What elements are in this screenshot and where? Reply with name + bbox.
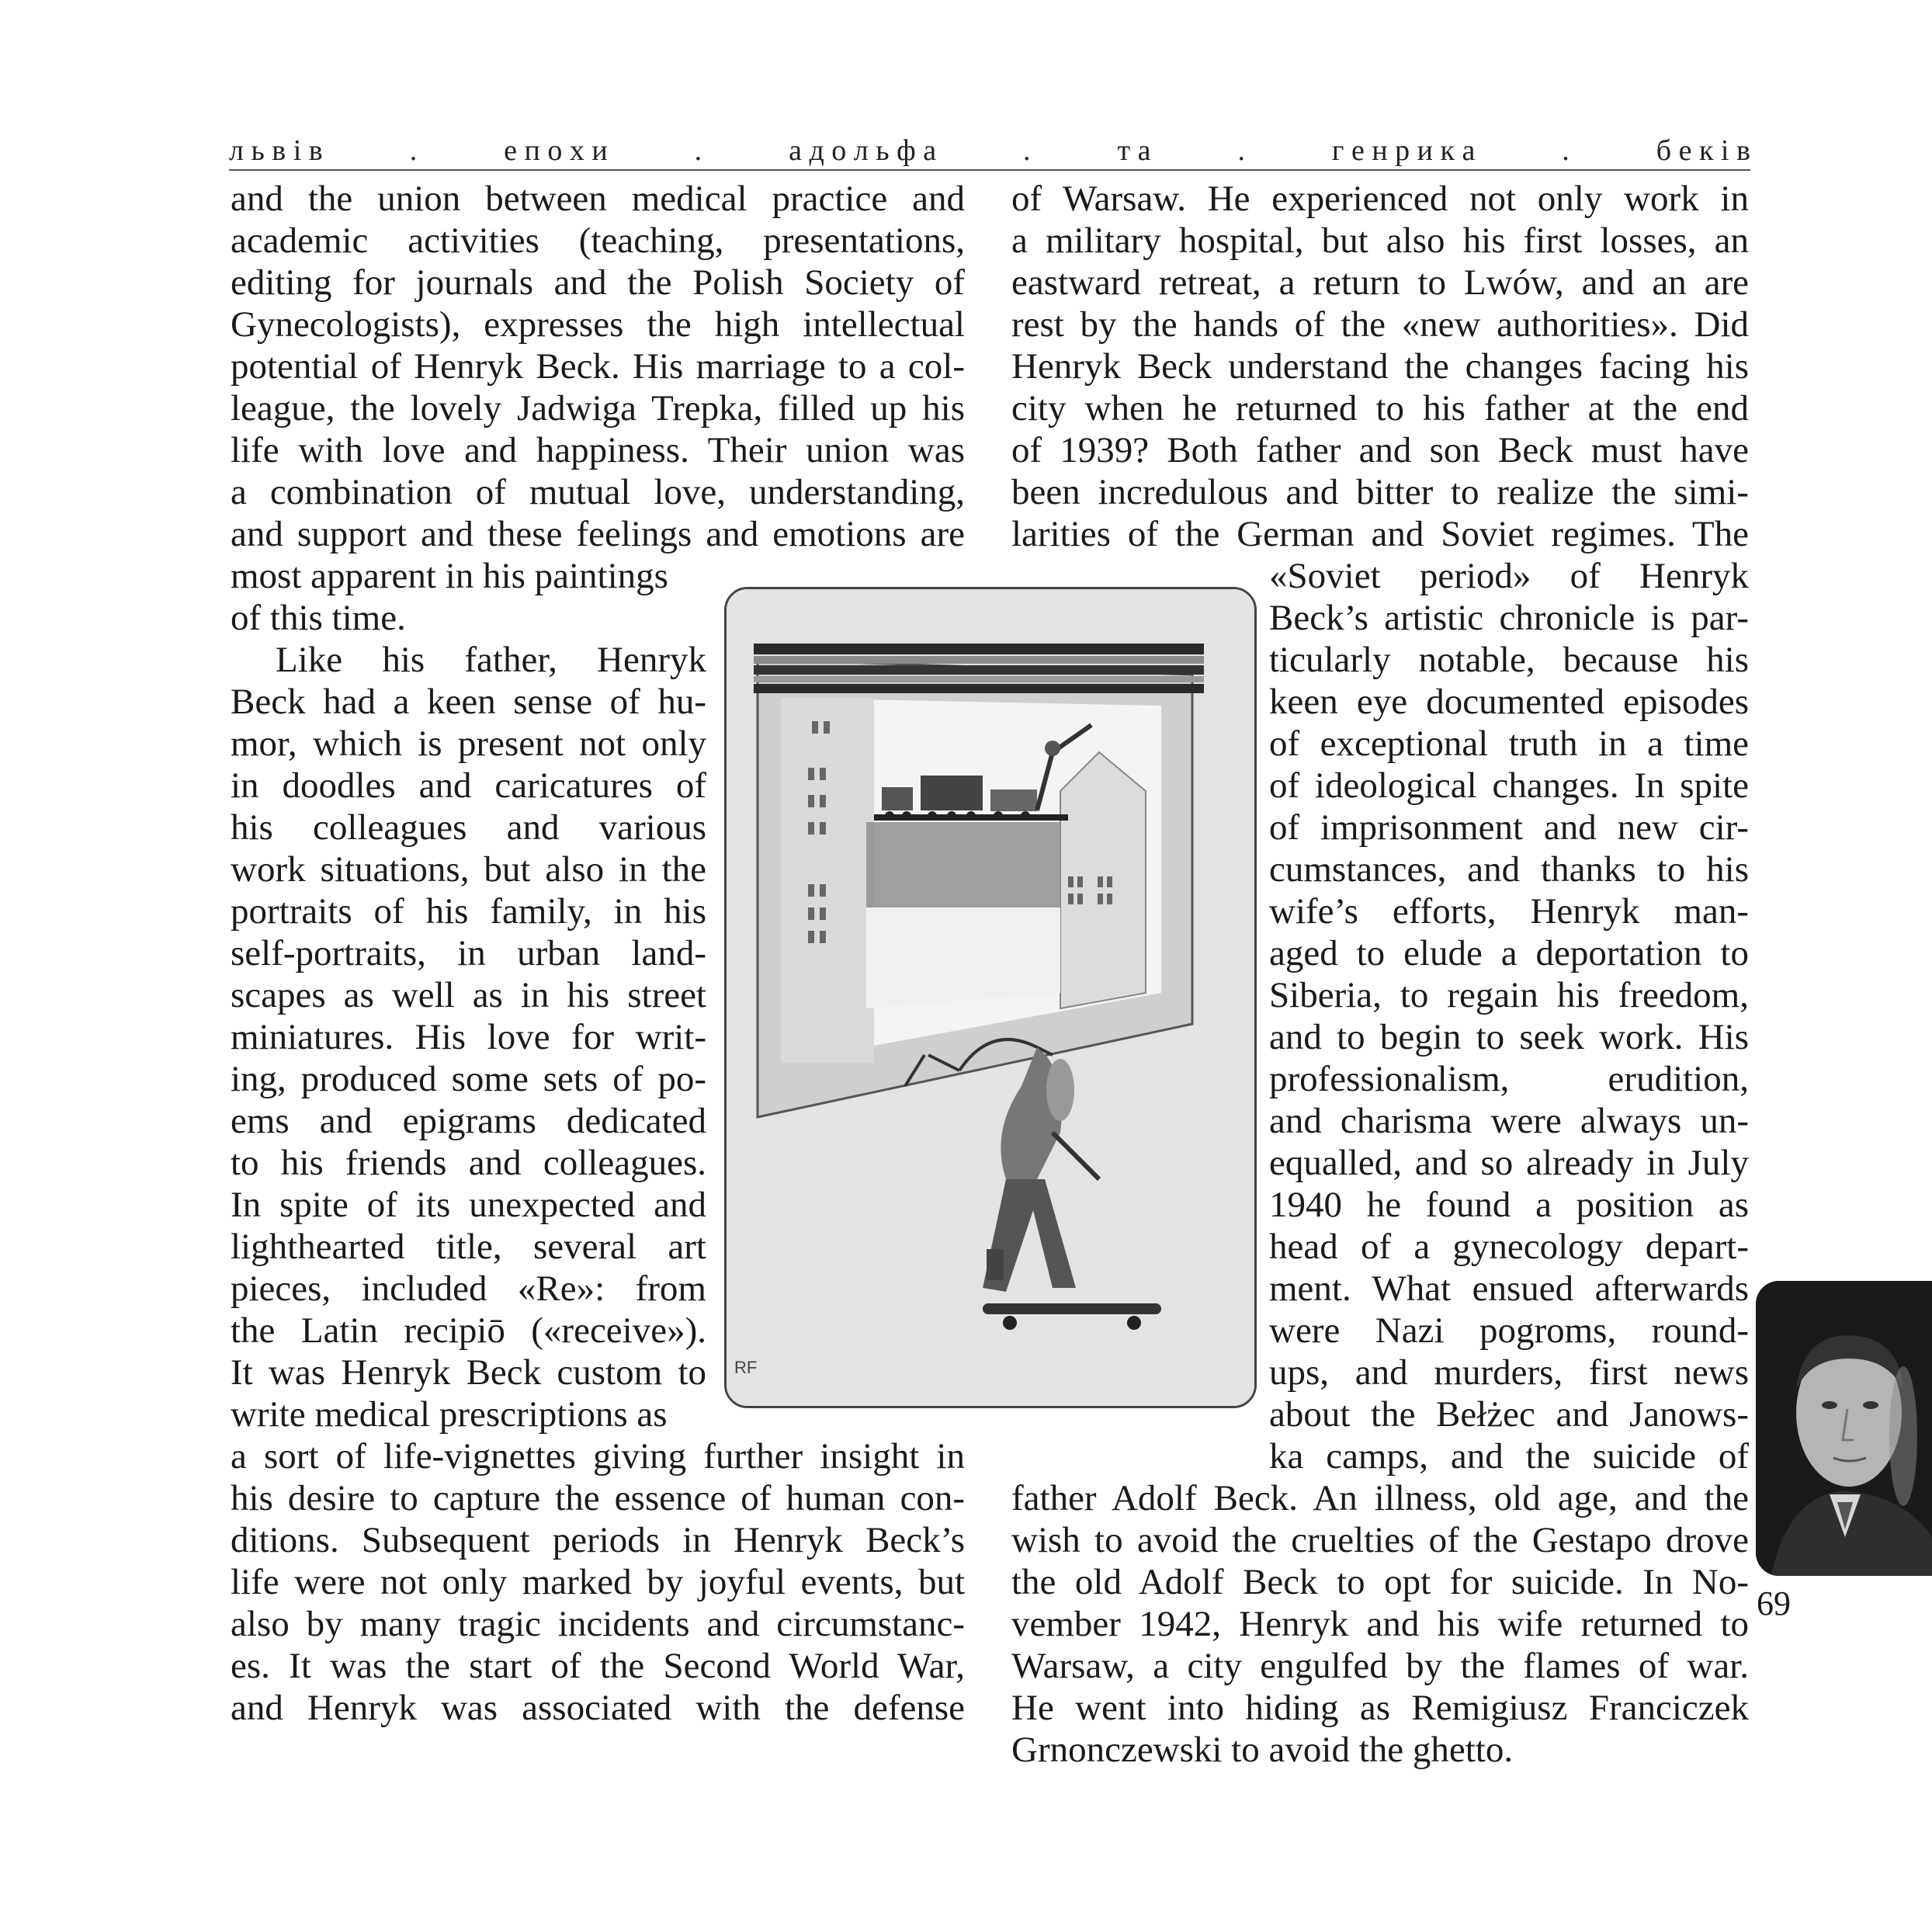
text-line: a sort of life-vignettes giving further insight in [231,1436,965,1477]
artist-signature: RF [734,1358,758,1377]
text-line: ka camps, and the suicide of [1269,1436,1749,1477]
text-line: Beck had a keen sense of hu- [231,682,706,722]
text-line: a combination of mutual love, understanding, [231,472,965,512]
text-line: Beck’s artistic chronicle is par- [1269,598,1749,638]
text-line: portraits of his family, in his [231,891,706,932]
text-line: He went into hiding as Remigiusz Franciczek [1011,1688,1749,1728]
text-line: to his friends and colleagues. [231,1143,706,1183]
text-line: his colleagues and various [231,807,706,848]
text-line: self-portraits, in urban land- [231,933,706,973]
text-line: eastward retreat, a return to Lwów, and an are [1011,262,1749,303]
running-head-word: а д о л ь ф а [789,134,937,167]
running-head-word: л ь в і в [229,134,323,167]
text-line: about the Bełżec and Janows- [1269,1394,1749,1435]
text-line: wish to avoid the cruelties of the Gestapo drove [1011,1520,1749,1560]
watercolor-illustration [724,587,1257,1408]
text-line: ups, and murders, first news [1269,1352,1749,1393]
text-line: and charisma were always un- [1269,1101,1749,1141]
text-line: equalled, and so already in July [1269,1143,1749,1183]
portrait-photo [1756,1281,1932,1576]
paragraph-first-line: Like his father, Henryk [276,640,706,680]
text-line: head of a gynecology depart- [1269,1227,1749,1267]
text-line: ticularly notable, because his [1269,640,1749,680]
page-number: 69 [1757,1584,1791,1622]
text-line: in doodles and caricatures of [231,765,706,806]
text-line: a military hospital, but also his first losses, an [1011,220,1749,261]
running-head-dot: . [1023,134,1031,167]
text-line: of ideological changes. In spite [1269,765,1749,806]
text-line: write medical prescriptions as [231,1394,668,1435]
text-line: 1940 he found a position as [1269,1185,1749,1225]
text-line: life with love and happiness. Their union was [231,430,965,470]
text-line: Gynecologists), expresses the high intellectual [231,304,965,345]
text-line: Siberia, to regain his freedom, [1269,975,1749,1015]
text-line: professionalism, erudition, [1269,1059,1749,1099]
running-head-word: б е к і в [1656,134,1750,167]
text-line: been incredulous and bitter to realize the simi- [1011,472,1749,512]
running-head-word: т а [1117,134,1151,167]
running-head-dot: . [409,134,418,167]
text-line: editing for journals and the Polish Society of [231,262,965,303]
text-line: vember 1942, Henryk and his wife returned to [1011,1604,1749,1644]
running-head-word: е п о х и [504,134,608,167]
text-line: and Henryk was associated with the defense [231,1688,965,1728]
text-line: and support and these feelings and emotions are [231,514,965,554]
text-line: life were not only marked by joyful events, but [231,1562,965,1602]
running-head-dot: . [694,134,702,167]
running-head-word: г е н р и к а [1331,134,1476,167]
text-line: of imprisonment and new cir- [1269,807,1749,848]
text-line: mor, which is present not only [231,724,706,764]
text-line: miniatures. His love for writ- [231,1017,706,1057]
header-rule [229,169,1750,171]
text-line: potential of Henryk Beck. His marriage to a col- [231,346,965,387]
text-line: cumstances, and thanks to his [1269,849,1749,890]
running-head [229,134,1750,168]
text-line: his desire to capture the essence of human con- [231,1478,965,1518]
text-line: pieces, included «Re»: from [231,1268,706,1309]
text-line: It was Henryk Beck custom to [231,1352,706,1393]
text-line: rest by the hands of the «new authorities». Did [1011,304,1749,345]
text-line: work situations, but also in the [231,849,706,890]
running-head-dot: . [1237,134,1245,167]
text-line: wife’s efforts, Henryk man- [1269,891,1749,932]
text-line: scapes as well as in his street [231,975,706,1015]
text-line: were Nazi pogroms, round- [1269,1310,1749,1351]
text-line: the old Adolf Beck to opt for suicide. In No- [1011,1562,1749,1602]
text-line: also by many tragic incidents and circumstanc- [231,1604,965,1644]
text-line: keen eye documented episodes [1269,682,1749,722]
text-line: and the union between medical practice and [231,179,965,219]
text-line: Warsaw, a city engulfed by the flames of war. [1011,1646,1749,1686]
running-head-dot: . [1562,134,1570,167]
text-line: of 1939? Both father and son Beck must have [1011,430,1749,470]
text-line: «Soviet period» of Henryk [1269,556,1749,596]
text-line: larities of the German and Soviet regimes. The [1011,514,1749,554]
text-line: lighthearted title, several art [231,1227,706,1267]
text-line: of Warsaw. He experienced not only work in [1011,179,1749,219]
text-line: most apparent in his paintings [231,556,668,596]
text-line: ing, produced some sets of po- [231,1059,706,1099]
text-line: ems and epigrams dedicated [231,1101,706,1141]
text-line: and to begin to seek work. His [1269,1017,1749,1057]
text-line: Grnonczewski to avoid the ghetto. [1011,1730,1514,1770]
text-line: league, the lovely Jadwiga Trepka, filled up his [231,388,965,429]
text-line: In spite of its unexpected and [231,1185,706,1225]
text-line: ditions. Subsequent periods in Henryk Beck’s [231,1520,965,1560]
text-line: father Adolf Beck. An illness, old age, and the [1011,1478,1749,1518]
text-line: city when he returned to his father at the end [1011,388,1749,429]
text-line: of this time. [231,598,406,638]
text-line: Henryk Beck understand the changes facing his [1011,346,1749,387]
text-line: of exceptional truth in a time [1269,724,1749,764]
text-line: ment. What ensued afterwards [1269,1268,1749,1309]
text-line: aged to elude a deportation to [1269,933,1749,973]
text-line: es. It was the start of the Second World War, [231,1646,965,1686]
text-line: the Latin recipiō («receive»). [231,1310,706,1351]
text-line: academic activities (teaching, presentations, [231,220,965,261]
